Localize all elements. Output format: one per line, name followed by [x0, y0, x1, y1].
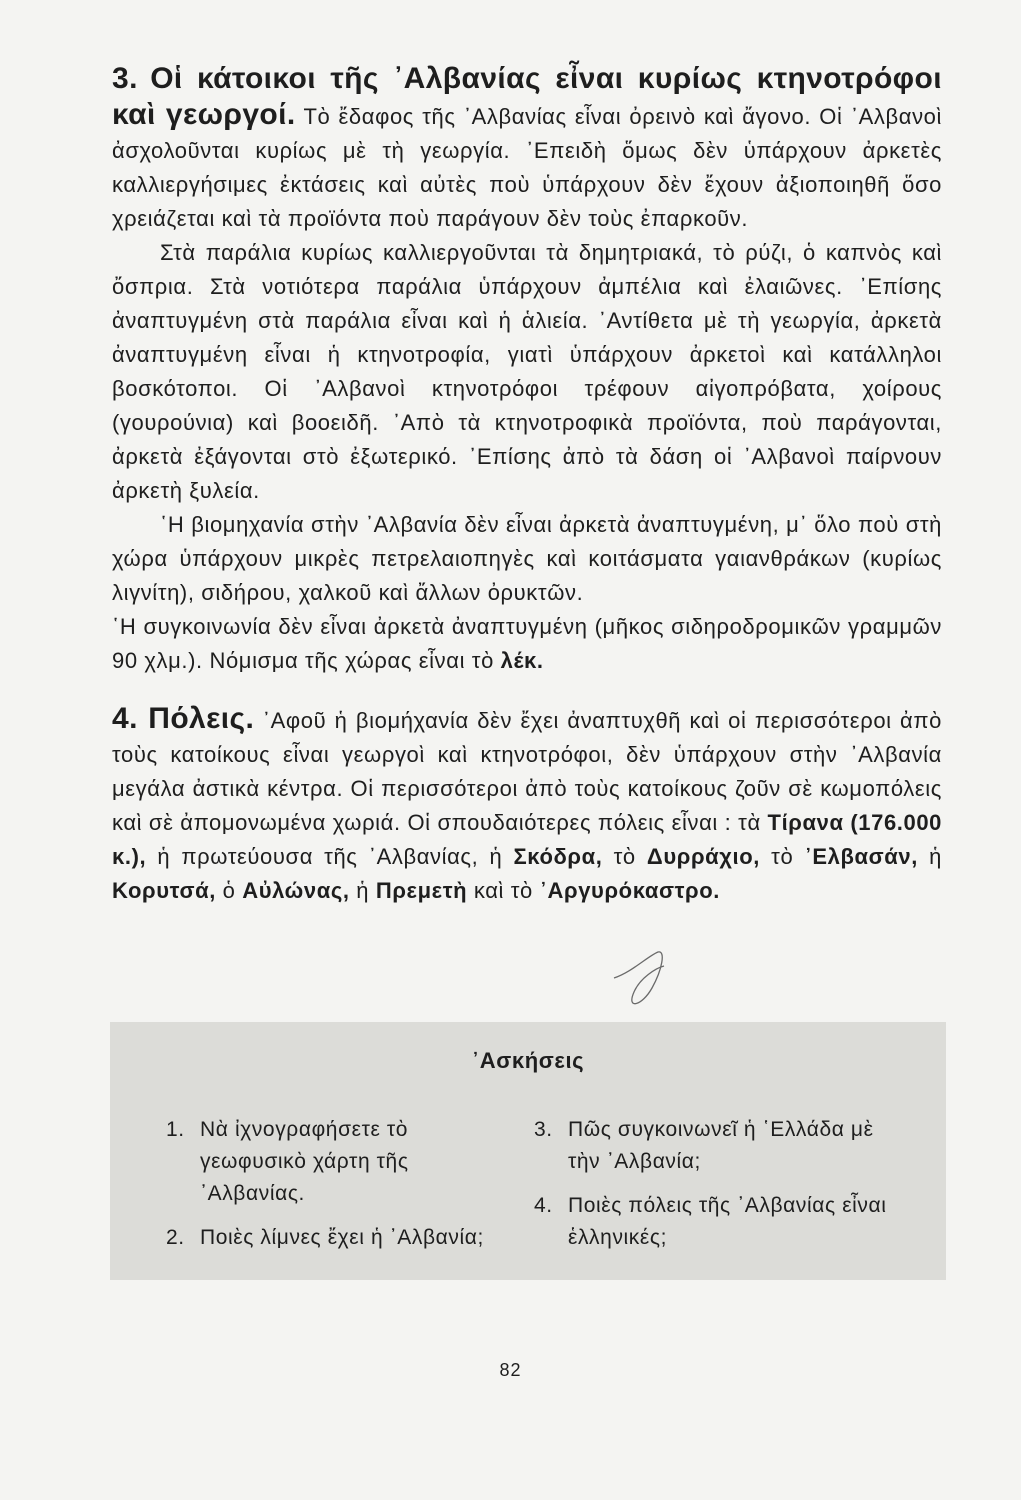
exercise-text: Ποιὲς πόλεις τῆς ᾿Αλβανίας εἶναι ἑλληνικές; [568, 1194, 887, 1249]
city-tirana: Τίρανα (176.000 κ.), [112, 810, 943, 869]
paragraph-transport [112, 610, 942, 678]
section-3-title: Οἱ κάτοικοι τῆς ᾿Αλβανίας εἶναι κυρίως κτηνοτρόφοι [150, 62, 942, 95]
paragraph-agriculture: Στὰ παράλια κυρίως καλλιεργοῦνται τὰ δημητριακά, τὸ ρύζι, ὁ καπνὸς καὶ ὄσπρια. Στὰ νοτιότερα παράλια ὑπάρχουν ἀμπέλια καὶ ἐλαιῶνες. ᾿Επίσης ἀναπτυγμένη στὰ παράλια εἶναι καὶ ἡ ἁλιεία. ᾿Αντίθετα μὲ τὴ γεωργία, ἀρκετὰ ἀναπτυγμένη εἶναι ἡ κτηνοτροφία, γιατὶ ὑπάρχουν ἀρκετοὶ καὶ κατάλληλοι βοσκότοποι. Οἱ ᾿Αλβανοὶ κτηνοτρόφοι τρέφουν αἰγοπρόβατα, χοίρους (γουρούνια) καὶ βοοειδῆ. ᾿Απὸ τὰ κτηνοτροφικὰ προϊόντα, ποὺ παράγονται, ἀρκετὰ ἐξάγονται στὸ ἐξωτερικό. ᾿Επίσης ἀπὸ τὰ δάση οἱ ᾿Αλβανοὶ παίρνουν ἀρκετὴ ξυλεία. [112, 240, 942, 503]
section-3-number: 3. [112, 62, 138, 95]
section-3 [112, 62, 942, 236]
currency-name: λέκ. [500, 648, 544, 673]
page-number: 82 [499, 1360, 522, 1380]
section-4 [112, 702, 942, 908]
section-4-text-3: ἡ πρωτεύουσα τῆς ᾿Αλβανίας, ἡ [157, 844, 503, 869]
paragraph-industry: ῾Η βιομηχανία στὴν ᾿Αλβανία δὲν εἶναι ἀρκετὰ ἀναπτυγμένη, μ᾿ ὅλο ποὺ στὴ χώρα ὑπάρχουν μικρὲς πετρελαιοπηγὲς καὶ κοιτάσματα γαιανθράκων (κυρίως λιγνίτη), σιδήρου, χαλκοῦ καὶ ἄλλων ὀρυκτῶν. [112, 512, 942, 605]
section-4-text-6: ἡ [929, 844, 942, 869]
exercises-box [110, 1022, 946, 1280]
section-4-title: 4. Πόλεις. [112, 702, 255, 735]
city-permet: Πρεμετὴ [375, 878, 468, 903]
exercise-number: 4. [534, 1194, 553, 1217]
exercise-item [534, 1190, 904, 1254]
section-4-text-7: ὁ [222, 878, 236, 903]
pencil-mark-icon [612, 948, 672, 1028]
exercise-item [166, 1114, 496, 1210]
exercise-item [534, 1114, 904, 1178]
section-4-text-2: τὰ [738, 810, 761, 835]
exercise-text: Νὰ ἰχνογραφήσετε τὸ γεωφυσικὸ χάρτη τῆς ᾿Αλβανίας. [200, 1118, 409, 1205]
city-skodra: Σκόδρα, [513, 844, 603, 869]
section-3-subtitle: καὶ γεωργοί. [112, 98, 296, 131]
exercises-column-right [534, 1114, 904, 1266]
city-vlore: Αὐλώνας, [242, 878, 350, 903]
city-durres: Δυρράχιο, [646, 844, 761, 869]
exercise-number: 1. [166, 1118, 185, 1141]
city-korce: Κορυτσά, [112, 878, 216, 903]
exercises-title: ᾿Ασκήσεις [471, 1048, 585, 1073]
section-4-text-8: ἡ [356, 878, 370, 903]
city-gjirokaster: ᾿Αργυρόκαστρο. [539, 878, 720, 903]
exercise-text: Ποιὲς λίμνες ἔχει ἡ ᾿Αλβανία; [200, 1226, 484, 1249]
transport-text: ῾Η συγκοινωνία δὲν εἶναι ἀρκετὰ ἀναπτυγμένη (μῆκος σιδηροδρομικῶν γραμμῶν 90 χλμ.). Νόμισμα τῆς χώρας εἶναι τὸ [112, 614, 942, 673]
exercises-column-left [166, 1114, 496, 1266]
page-content [112, 62, 942, 908]
section-4-text: ᾿Αφοῦ ἡ βιομήχανία δὲν ἔχει ἀναπτυχθῆ καὶ οἱ περισσότεροι ἀπὸ τοὺς κατοίκους εἶναι γεωργοὶ καὶ κτηνοτρόφοι, δὲν ὑπάρχουν στὴν ᾿Αλβανία μεγάλα ἀστικὰ κέντρα. Οἱ περισσότεροι ἀπὸ τοὺς κατοίκους ζοῦν σὲ κωμοπόλεις καὶ σὲ ἀπομονωμένα χωριά. Οἱ σπουδαιότερες πόλεις εἶναι : [112, 708, 942, 835]
section-3-lead: Τὸ ἔδαφος τῆς ᾿Αλβανίας εἶναι ὀρεινὸ καὶ ἄγονο. Οἱ ᾿Αλβανοὶ ἀσχολοῦνται κυρίως μὲ τὴ γεωργία. ᾿Επειδὴ ὅμως δὲν ὑπάρχουν ἀρκετὲς καλλιεργήσιμες ἐκτάσεις καὶ αὐτὲς ποὺ ὑπάρχουν δὲν ἔχουν ἀξιοποιηθῆ ὅσο χρειάζεται καὶ τὰ προϊόντα ποὺ παράγουν δὲν τοὺς ἐπαρκοῦν. [112, 104, 942, 231]
exercise-number: 3. [534, 1118, 553, 1141]
city-elbasan: ᾿Ελβασάν, [804, 844, 918, 869]
exercise-number: 2. [166, 1226, 185, 1249]
exercise-text: Πῶς συγκοινωνεῖ ἡ ῾Ελλάδα μὲ τὴν ᾿Αλβανία; [568, 1118, 874, 1173]
section-4-text-5: τὸ [771, 844, 794, 869]
section-4-text-9: καὶ τὸ [473, 878, 533, 903]
section-4-text-4: τὸ [613, 844, 636, 869]
exercise-item [166, 1222, 496, 1254]
